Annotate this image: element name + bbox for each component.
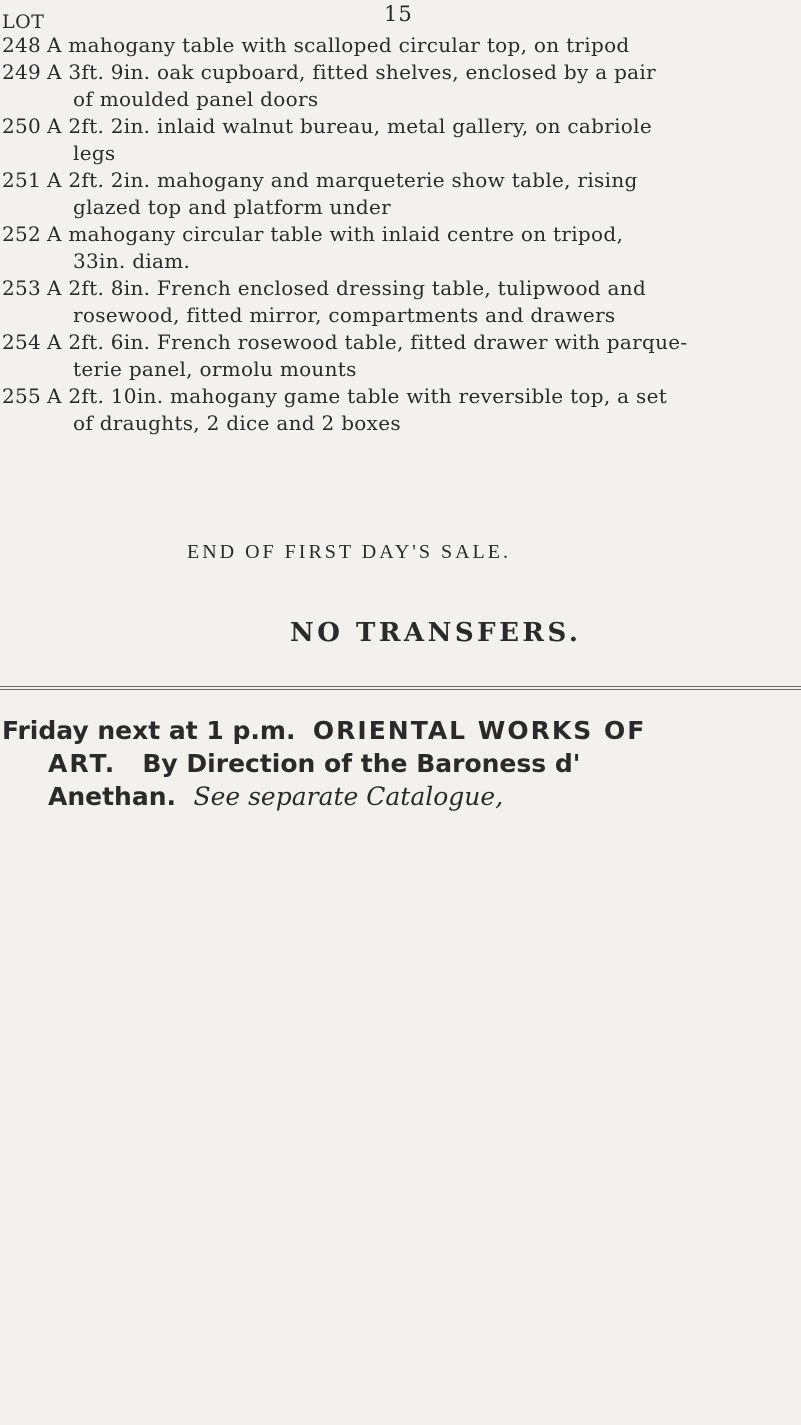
end-of-day-notice: END OF FIRST DAY'S SALE. [187, 541, 511, 563]
page-number: 15 [384, 2, 413, 26]
lot-number: 251 [2, 168, 42, 192]
lot-number: 254 [2, 330, 42, 354]
lot-description [47, 275, 801, 329]
announcement-line-1 [2, 714, 797, 747]
lot-description-line-1: A 2ft. 2in. mahogany and marqueterie show table, rising [47, 168, 638, 192]
announcement-name: Anethan. [48, 782, 177, 811]
lot-description-line-1: A 2ft. 8in. French enclosed dressing table, tulipwood and [47, 276, 647, 300]
lot-description-line-2: glazed top and platform under [73, 195, 392, 219]
lot-description [47, 113, 801, 167]
lot-entry [0, 275, 801, 329]
lot-description-line-1: A mahogany circular table with inlaid centre on tripod, [47, 222, 624, 246]
lot-description-line-2: of moulded panel doors [73, 87, 319, 111]
lot-description-line-2: terie panel, ormolu mounts [73, 357, 357, 381]
lot-entry [0, 32, 801, 59]
announcement-sale-title-end: ART. [48, 749, 117, 778]
lot-description-line-2: 33in. diam. [73, 249, 191, 273]
lot-entry [0, 383, 801, 437]
lot-description-line-1: A 2ft. 6in. French rosewood table, fitted drawer with parque- [47, 330, 688, 354]
lot-description [47, 383, 801, 437]
lot-entry [0, 113, 801, 167]
lot-description [47, 32, 801, 59]
announcement-catalogue-note: See separate Catalogue, [193, 782, 504, 811]
no-transfers-notice: NO TRANSFERS. [290, 618, 582, 648]
announcement-line-3 [2, 780, 797, 813]
lot-number: 250 [2, 114, 42, 138]
lot-description-line-1: A 2ft. 2in. inlaid walnut bureau, metal gallery, on cabriole [47, 114, 652, 138]
lot-description [47, 59, 801, 113]
announcement-sale-title: ORIENTAL WORKS OF [312, 716, 647, 745]
lot-entry [0, 59, 801, 113]
lot-description-line-2: rosewood, fitted mirror, compartments and drawers [73, 303, 616, 327]
next-sale-announcement [2, 714, 797, 813]
lot-description-line-1: A mahogany table with scalloped circular top, on tripod [47, 33, 630, 57]
lot-number: 252 [2, 222, 42, 246]
lot-list [0, 32, 801, 437]
lot-description [47, 221, 801, 275]
lot-number: 249 [2, 60, 42, 84]
lot-description-line-1: A 2ft. 10in. mahogany game table with reversible top, a set [47, 384, 668, 408]
lot-description [47, 329, 801, 383]
lot-number: 248 [2, 33, 42, 57]
lot-entry [0, 221, 801, 275]
lot-number: 253 [2, 276, 42, 300]
lot-column-heading: LOT [2, 11, 45, 33]
lot-description-line-2: of draughts, 2 dice and 2 boxes [73, 411, 401, 435]
announcement-direction: By Direction of the Baroness d' [142, 749, 581, 778]
announcement-date: Friday next at 1 p.m. [2, 716, 296, 745]
lot-entry [0, 329, 801, 383]
lot-entry [0, 167, 801, 221]
announcement-line-2 [2, 747, 797, 780]
lot-description [47, 167, 801, 221]
lot-description-line-2: legs [73, 141, 116, 165]
section-divider [0, 686, 801, 690]
lot-description-line-1: A 3ft. 9in. oak cupboard, fitted shelves, enclosed by a pair [47, 60, 656, 84]
lot-number: 255 [2, 384, 42, 408]
